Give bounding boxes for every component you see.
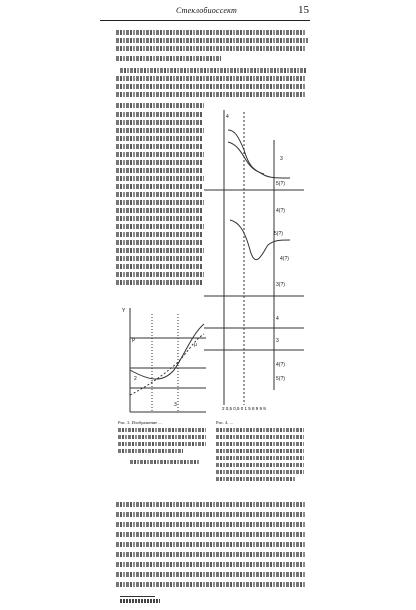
- caption-text-line: [216, 442, 304, 446]
- small-figure-label: Y: [122, 308, 126, 314]
- text-line: [116, 562, 306, 567]
- figure-axis-text: 2 0,5 0,5 0 1 5 8 9 9 9: [222, 406, 266, 411]
- text-line: [116, 264, 202, 269]
- figure-label: 4: [276, 316, 279, 322]
- text-line: [116, 522, 306, 527]
- running-head: Стеклобиоссект: [176, 6, 237, 15]
- small-figure-label: P: [132, 338, 136, 344]
- footnote-rule: [120, 596, 155, 597]
- text-line: [116, 224, 204, 229]
- text-line: [116, 184, 202, 189]
- small-figure-label: μ: [194, 342, 197, 348]
- caption-text-line: [216, 470, 304, 474]
- text-line: [116, 582, 306, 587]
- text-line: [116, 256, 202, 261]
- figure-label: 5(?): [274, 231, 283, 237]
- text-line: [116, 38, 308, 43]
- text-line: [116, 76, 306, 81]
- text-line: [116, 512, 306, 517]
- text-line: [116, 160, 202, 165]
- figure-label: 3(?): [276, 282, 285, 288]
- text-line: [116, 572, 306, 577]
- text-line: [116, 542, 306, 547]
- caption-text-line: [216, 463, 304, 467]
- caption-text-line: [216, 428, 304, 432]
- page-number: 15: [298, 4, 309, 16]
- text-line: [116, 502, 306, 507]
- small-figure-label: 3: [174, 402, 177, 408]
- footnote-line: [120, 599, 160, 603]
- text-line: [116, 248, 204, 253]
- text-line: [116, 232, 202, 237]
- text-line: [116, 532, 306, 537]
- text-line: [116, 84, 306, 89]
- text-line: [116, 46, 306, 51]
- caption-text-line: [216, 435, 304, 439]
- text-line: [116, 128, 204, 133]
- text-line: [116, 92, 306, 97]
- small-figure: [118, 300, 208, 416]
- text-line: [116, 120, 202, 125]
- text-line: [116, 200, 204, 205]
- text-line: [116, 176, 204, 181]
- text-line: [116, 240, 202, 245]
- caption-text-line: [216, 477, 296, 481]
- caption-text-line: [118, 449, 183, 453]
- figure-label: 3: [276, 338, 279, 344]
- text-line: [116, 103, 204, 108]
- figure-label: 4(?): [276, 362, 285, 368]
- text-line: [116, 168, 202, 173]
- figure-label: 4(?): [280, 256, 289, 262]
- figure-label: 4(?): [276, 208, 285, 214]
- text-line: [116, 552, 306, 557]
- text-line: [116, 136, 202, 141]
- caption-text-line: [118, 435, 206, 439]
- caption-text-line: [216, 456, 304, 460]
- text-line: [116, 280, 202, 285]
- caption-right: Рис. 4. ...: [216, 420, 234, 425]
- text-line: [116, 192, 202, 197]
- caption-text-line: [130, 460, 200, 464]
- caption-text-line: [216, 449, 304, 453]
- text-line: [116, 216, 202, 221]
- caption-text-line: [118, 428, 206, 432]
- main-figure: [204, 100, 304, 412]
- text-line: [116, 152, 204, 157]
- figure-label: 3: [280, 156, 283, 162]
- figure-label: 5(?): [276, 376, 285, 382]
- figure-label: 5(?): [276, 181, 285, 187]
- text-line: [116, 144, 202, 149]
- small-figure-label: 2: [134, 376, 137, 382]
- caption-left: Рис. 3. Изображение ...: [118, 420, 162, 425]
- figure-label: 4: [226, 114, 229, 120]
- text-line: [116, 272, 204, 277]
- text-line: [116, 208, 202, 213]
- text-line: [116, 112, 202, 117]
- caption-text-line: [118, 442, 206, 446]
- text-line: [116, 30, 306, 35]
- text-line: [116, 56, 221, 61]
- text-line: [120, 68, 306, 73]
